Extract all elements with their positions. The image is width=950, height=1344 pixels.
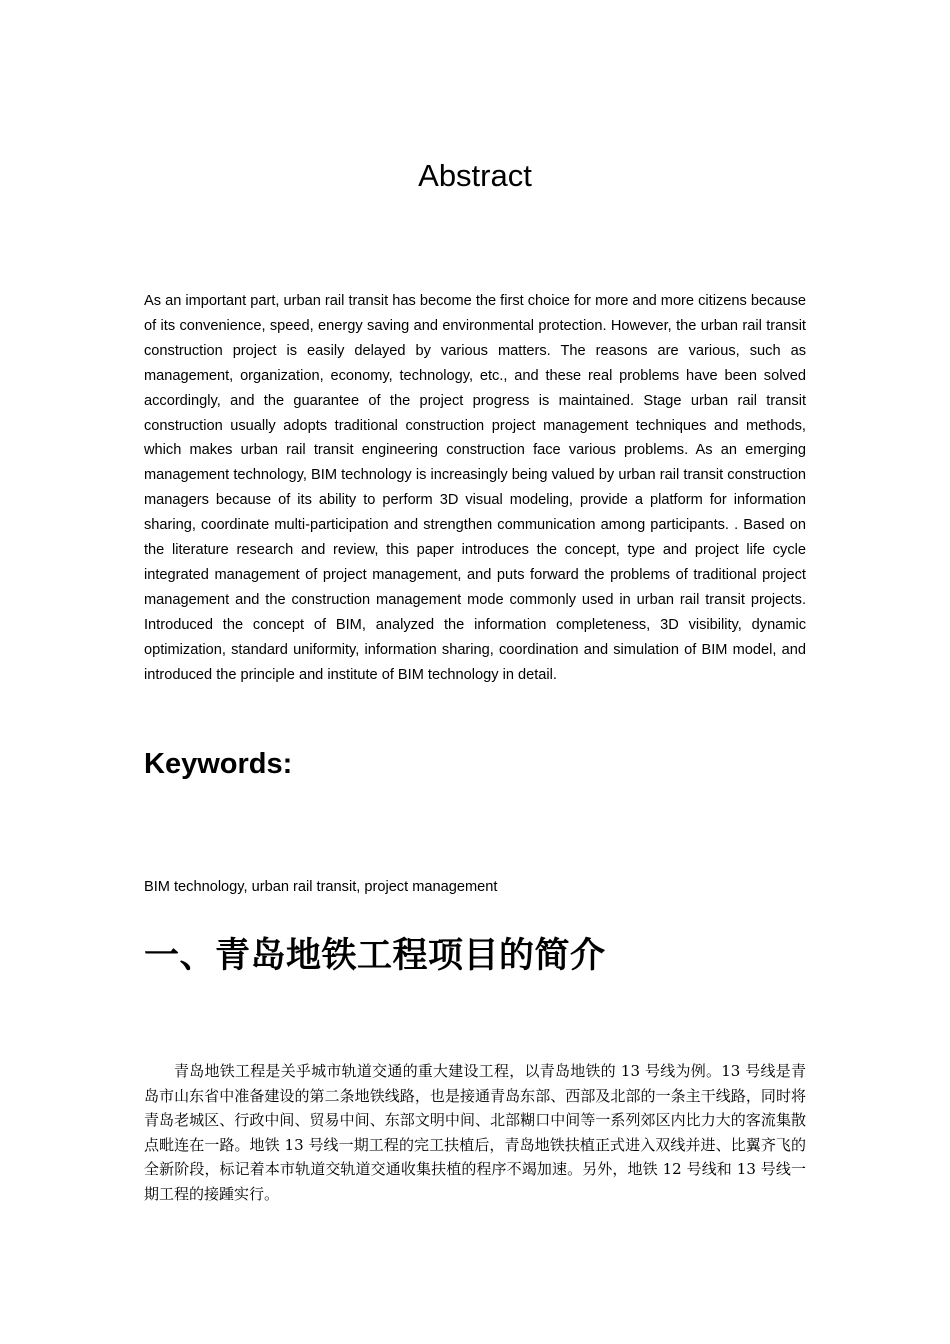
keywords-text: BIM technology, urban rail transit, project management [144,879,498,895]
abstract-body: As an important part, urban rail transit has become the first choice for more and more citizens because of its convenience, speed, energy saving and environmental protection. However, the urban rail transit construction project is easily delayed by various matters. The reasons are various, such as management, organization, economy, technology, etc., and these real problems have been solved accordingly, and the guarantee of the project progress is maintained. Stage urban rail transit construction usually adopts traditional construction project management techniques and methods, which makes urban rail transit engineering construction face various problems. As an emerging management technology, BIM technology is increasingly being valued by urban rail transit construction managers because of its ability to perform 3D visual modeling, provide a platform for information sharing, coordinate multi-participation and strengthen communication among participants. . Based on the literature research and review, this paper introduces the concept, type and project life cycle integrated management of project management, and puts forward the problems of traditional project management and the construction management mode commonly used in urban rail transit projects. Introduced the concept of BIM, analyzed the information completeness, 3D visibility, dynamic optimization, standard uniformity, information sharing, coordination and simulation of BIM model, and introduced the principle and institute of BIM technology in detail. [144,293,806,683]
section-heading: 一、青岛地铁工程项目的简介 [144,936,606,976]
abstract-title: Abstract [418,158,532,193]
keywords-heading: Keywords: [144,748,293,780]
section-body: 青岛地铁工程是关乎城市轨道交通的重大建设工程，以青岛地铁的 13 号线为例。13 号线是青岛市山东省中准备建设的第二条地铁线路，也是接通青岛东部、西部及北部的一条主干线路，同时将青岛老城区、行政中间、贸易中间、东部文明中间、北部糊口中间等一系列郊区内比力大的客流集散点毗连在一路。地铁 13 号线一期工程的完工扶植后，青岛地铁扶植正式进入双线并进、比翼齐飞的全新阶段，标记着本市轨道交轨道交通收集扶植的程序不竭加速。另外，地铁 12 号线和 13 号线一期工程的接踵实行。 [144,1062,806,1203]
